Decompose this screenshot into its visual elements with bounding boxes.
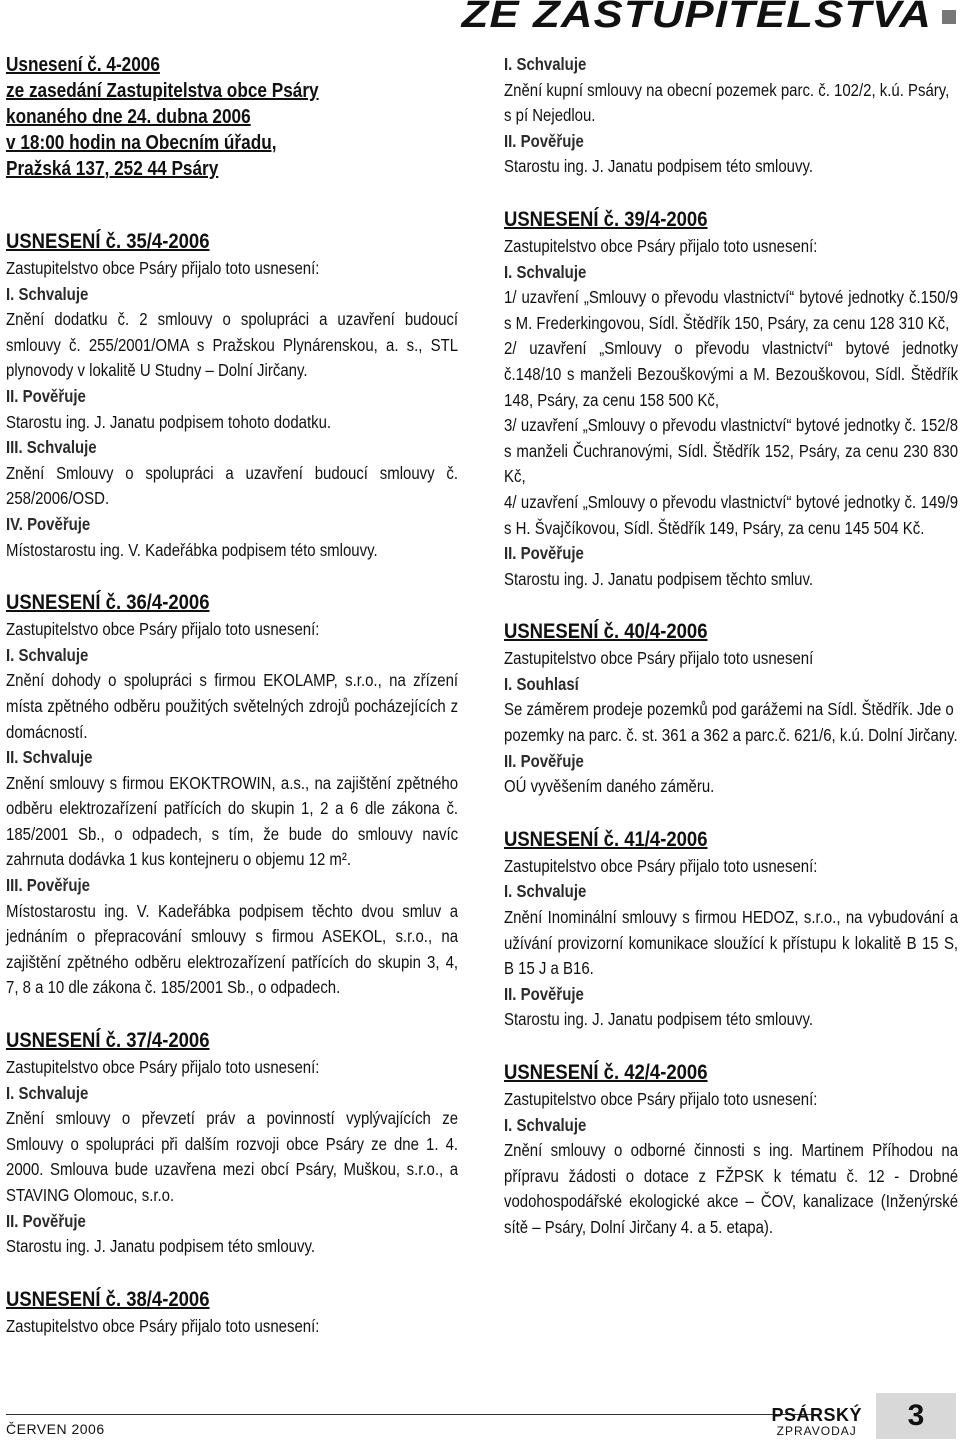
meeting-line: Usnesení č. 4-2006 xyxy=(6,54,160,76)
resolution-title: USNESENÍ č. 42/4-2006 xyxy=(504,1060,708,1084)
resolution-35 xyxy=(6,226,458,563)
list-item: 4/ uzavření „Smlouvy o převodu vlastnictví“ bytové jednotky č. 149/9 s H. Švajčíkovou, Sídl. Štědřík 149, Psáry, za cenu 145 504 Kč. xyxy=(504,491,959,538)
publication-logo xyxy=(771,1407,862,1439)
section-text: Starostu ing. J. Janatu podpisem této smlouvy. xyxy=(504,1009,813,1030)
section-text: Místostarostu ing. V. Kadeřábka podpisem těchto dvou smluv a jednáním o přepracování smlouvy s firmou ASEKOL, s.r.o., na zajištění zpětného odběru elektrozařízení patřících do skupin 3, 4, 7, 8 a 10 dle zákona č. 185/2001 Sb., o odpadech. xyxy=(6,900,459,998)
header-decoration-square xyxy=(942,10,956,24)
resolution-title: USNESENÍ č. 40/4-2006 xyxy=(504,619,708,644)
section-text: Znění dohody o spolupráci s firmou EKOLAMP, s.r.o., na zřízení místa zpětného odběru použitých světelných zdrojů pocházejících z domácností. xyxy=(6,670,459,742)
resolution-38-head xyxy=(6,1284,458,1340)
resolution-intro: Zastupitelstvo obce Psáry přijalo toto usnesení: xyxy=(6,258,320,278)
list-item: 1/ uzavření „Smlouvy o převodu vlastnictví“ bytové jednotky č.150/9 s M. Frederkingovou, Sídl. Štědřík 150, Psáry, za cenu 128 310 Kč, xyxy=(504,287,959,333)
section-heading: II. Pověřuje xyxy=(6,385,86,406)
section-heading: II. Schvaluje xyxy=(6,747,93,768)
section-heading: II. Pověřuje xyxy=(504,750,584,771)
section-heading: II. Pověřuje xyxy=(504,130,584,151)
section-heading: IV. Pověřuje xyxy=(6,513,91,534)
meeting-line: ze zasedání Zastupitelstva obce Psáry xyxy=(6,80,319,102)
publication-name-line2: ZPRAVODAJ xyxy=(776,1424,857,1438)
meeting-line: v 18:00 hodin na Obecním úřadu, xyxy=(6,132,277,154)
section-heading: I. Schvaluje xyxy=(504,881,587,902)
section-heading: II. Pověřuje xyxy=(6,1210,86,1231)
section-text: Znění kupní smlouvy na obecní pozemek parc. č. 102/2, k.ú. Psáry, s pí Nejedlou. xyxy=(504,79,950,126)
section-heading: II. Pověřuje xyxy=(504,543,584,564)
list-item: 2/ uzavření „Smlouvy o převodu vlastnictví“ bytové jednotky č.148/10 s manželi Bezouškovými a M. Bezouškovou, Sídl. Štědřík 148, Psáry, za cenu 158 500 Kč, xyxy=(504,338,959,410)
resolution-title: USNESENÍ č. 37/4-2006 xyxy=(6,1028,210,1053)
section-text: Znění smlouvy o odborné činnosti s ing. Martinem Příhodou na přípravu žádosti o dotace z FŽPSK k tématu č. 12 - Drobné vodohospodářské ekologické akce – ČOV, kanalizace (Inženýrské sítě – Psáry, Dolní Jirčany 4. a 5. etapa). xyxy=(504,1140,959,1237)
meeting-line: Pražská 137, 252 44 Psáry xyxy=(6,158,219,180)
publication-name-line1: PSÁRSKÝ xyxy=(771,1405,862,1425)
left-column xyxy=(6,52,458,1363)
resolution-37 xyxy=(6,1025,458,1260)
meeting-heading xyxy=(6,52,458,182)
section-heading: I. Souhlasí xyxy=(504,673,579,694)
section-text: Znění Inominální smlouvy s firmou HEDOZ, s.r.o., na vybudování a užívání provizorní komunikace sloužící k přístupu k lokalitě B 15 S, B 15 J a B16. xyxy=(504,907,959,979)
section-text: Starostu ing. J. Janatu podpisem tohoto dodatku. xyxy=(6,411,332,432)
section-text: OÚ vyvěšením daného záměru. xyxy=(504,776,715,797)
resolution-40 xyxy=(504,616,958,800)
resolution-intro: Zastupitelstvo obce Psáry přijalo toto usnesení: xyxy=(6,619,320,640)
resolution-42 xyxy=(504,1057,958,1241)
resolution-title: USNESENÍ č. 36/4-2006 xyxy=(6,590,210,615)
resolution-41 xyxy=(504,824,958,1033)
right-column xyxy=(504,52,958,1265)
resolution-39 xyxy=(504,204,958,592)
footer-issue-month: ČERVEN 2006 xyxy=(6,1421,105,1437)
resolution-intro: Zastupitelstvo obce Psáry přijalo toto usnesení: xyxy=(504,1089,818,1109)
resolution-title: USNESENÍ č. 35/4-2006 xyxy=(6,229,210,253)
section-header-title: ZE ZASTUPITELSTVA xyxy=(461,0,932,36)
section-heading: I. Schvaluje xyxy=(504,261,587,282)
resolution-intro: Zastupitelstvo obce Psáry přijalo toto usnesení: xyxy=(504,855,818,876)
resolution-intro: Zastupitelstvo obce Psáry přijalo toto usnesení xyxy=(504,648,814,669)
section-heading: II. Pověřuje xyxy=(504,983,584,1004)
section-heading: I. Schvaluje xyxy=(6,283,89,304)
section-heading: I. Schvaluje xyxy=(6,644,89,665)
section-heading: I. Schvaluje xyxy=(504,1114,587,1135)
resolution-title: USNESENÍ č. 38/4-2006 xyxy=(6,1286,210,1311)
section-text: Starostu ing. J. Janatu podpisem této smlouvy. xyxy=(504,156,813,177)
section-heading: I. Schvaluje xyxy=(6,1082,89,1103)
section-heading: III. Schvaluje xyxy=(6,437,97,458)
list-item: 3/ uzavření „Smlouvy o převodu vlastnictví“ bytové jednotky č. 152/8 s manželi Čuchranovými, Sídl. Štědřík 152, Psáry, za cenu 230 830 Kč, xyxy=(504,415,959,487)
section-heading: III. Pověřuje xyxy=(6,875,90,896)
section-text: Se záměrem prodeje pozemků pod garážemi na Sídl. Štědřík. Jde o pozemky na parc. č. st. 361 a 362 a parc.č. 621/6, k.ú. Dolní Jirčany. xyxy=(504,699,958,746)
footer-rule xyxy=(6,1414,820,1415)
section-text: Místostarostu ing. V. Kadeřábka podpisem této smlouvy. xyxy=(6,539,378,560)
resolution-intro: Zastupitelstvo obce Psáry přijalo toto usnesení: xyxy=(6,1057,320,1078)
meeting-line: konaného dne 24. dubna 2006 xyxy=(6,106,251,128)
section-text: Znění smlouvy s firmou EKOKTROWIN, a.s., na zajištění zpětného odběru elektrozařízení patřících do skupin 1, 2 a 6 dle zákona č. 185/2001 Sb., o odpadech, s tím, že bude do smlouvy navíc zahrnuta dodávka 1 kus kontejneru o objemu 12 m². xyxy=(6,772,459,870)
section-text: Starostu ing. J. Janatu podpisem těchto smluv. xyxy=(504,568,813,589)
resolution-38-body xyxy=(504,52,958,180)
resolution-title: USNESENÍ č. 39/4-2006 xyxy=(504,206,708,231)
section-text: Znění smlouvy o převzetí práv a povinností vyplývajících ze Smlouvy o spolupráci při dalším rozvoji obce Psáry ze dne 1. 4. 2000. Smlouva bude uzavřena mezi obcí Psáry, Muškou, s.r.o., a STAVING Olomouc, s.r.o. xyxy=(6,1108,459,1205)
resolution-intro: Zastupitelstvo obce Psáry přijalo toto usnesení: xyxy=(504,235,818,256)
resolution-36 xyxy=(6,587,458,1001)
page-footer xyxy=(0,1387,960,1443)
section-heading: I. Schvaluje xyxy=(504,54,587,74)
resolution-intro: Zastupitelstvo obce Psáry přijalo toto usnesení: xyxy=(6,1315,320,1336)
resolution-title: USNESENÍ č. 41/4-2006 xyxy=(504,826,708,851)
section-text: Znění Smlouvy o spolupráci a uzavření budoucí smlouvy č. 258/2006/OSD. xyxy=(6,462,459,509)
section-text: Starostu ing. J. Janatu podpisem této smlouvy. xyxy=(6,1236,315,1257)
section-text: Znění dodatku č. 2 smlouvy o spolupráci a uzavření budoucí smlouvy č. 255/2001/OMA s Pražskou Plynárenskou, a. s., STL plynovody v lokalitě U Studny – Dolní Jirčany. xyxy=(6,309,459,381)
page-number: 3 xyxy=(876,1393,956,1439)
